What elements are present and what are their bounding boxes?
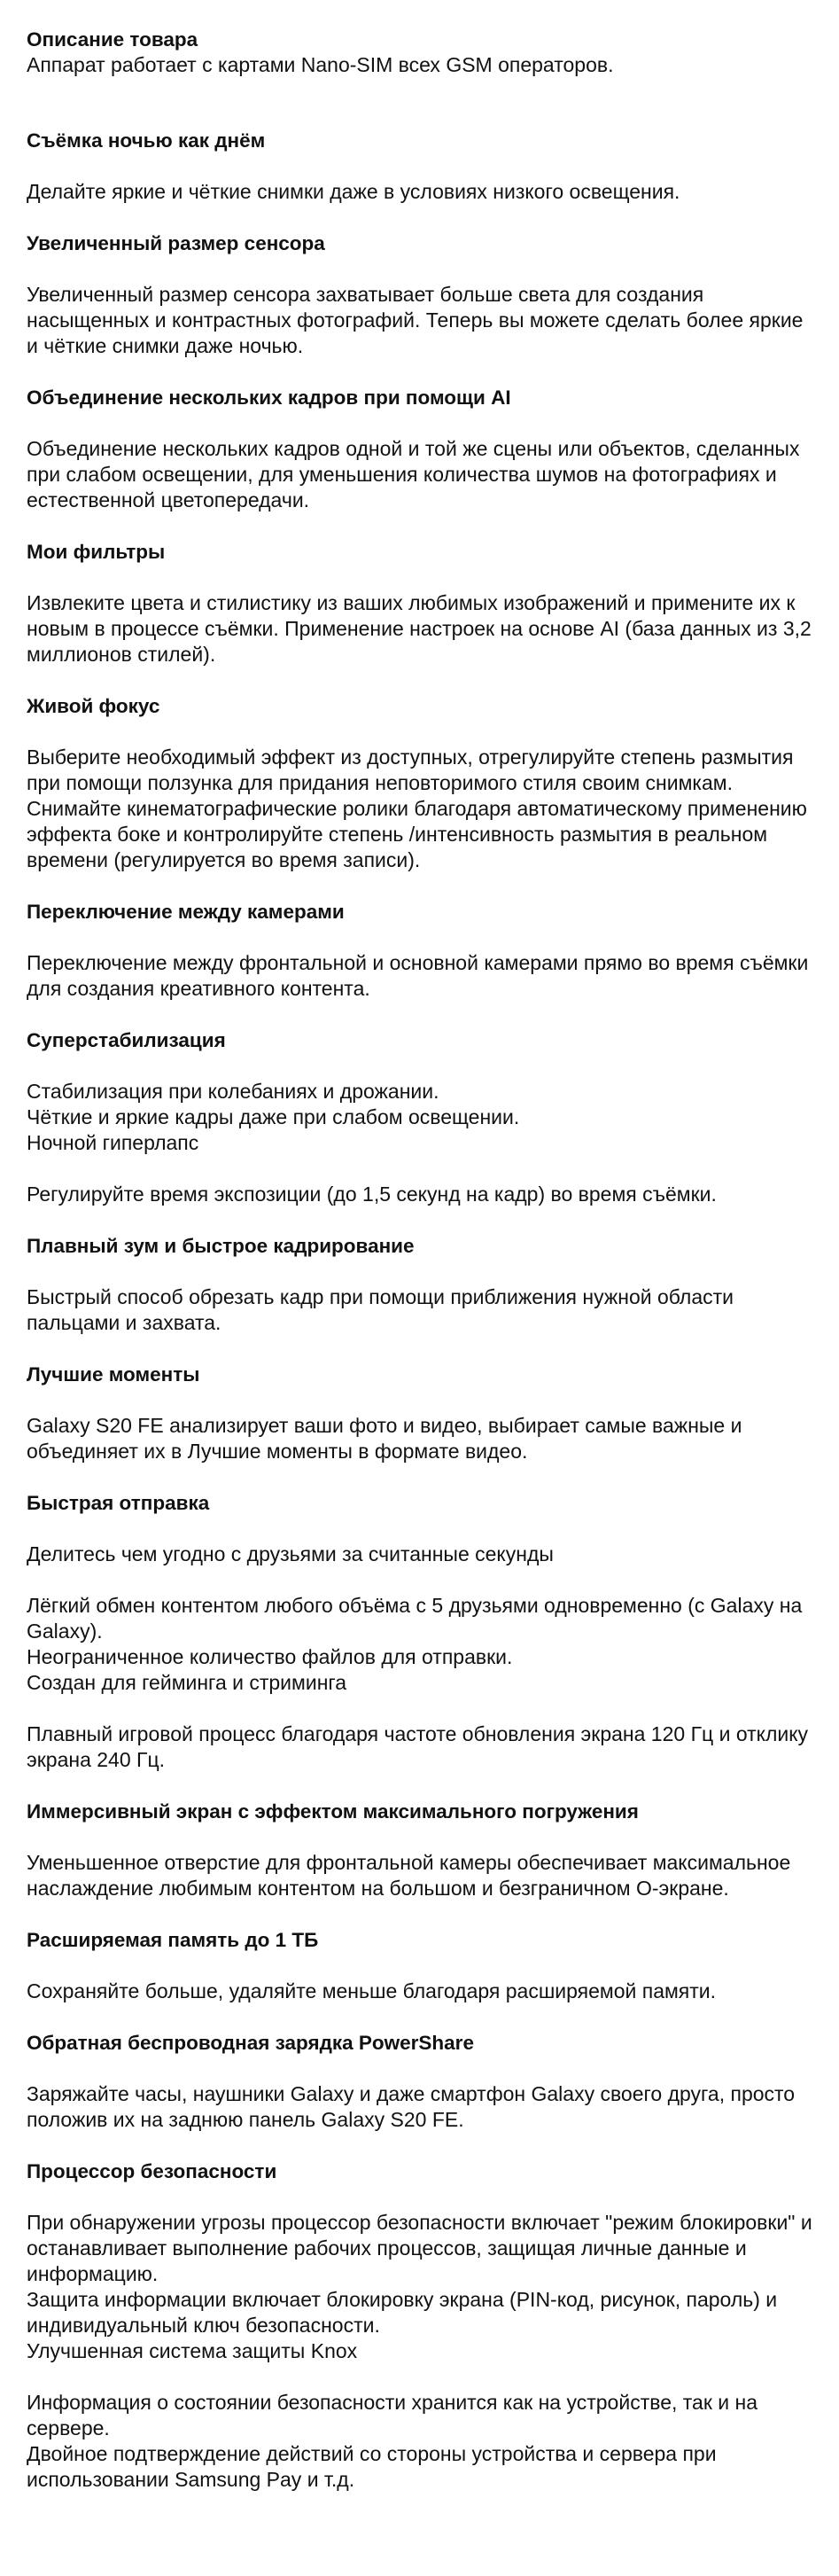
section-paragraph xyxy=(27,1979,814,2004)
feature-section xyxy=(27,1233,814,1336)
section-title: Живой фокус xyxy=(27,695,160,717)
feature-section xyxy=(27,1927,814,2004)
text-line: Быстрый способ обрезать кадр при помощи приближения нужной области пальцами и захвата. xyxy=(27,1285,734,1334)
section-paragraph xyxy=(27,179,814,205)
section-title: Лучшие моменты xyxy=(27,1363,200,1386)
section-paragraph xyxy=(27,1182,814,1207)
text-line: Чёткие и яркие кадры даже при слабом освещении. xyxy=(27,1105,520,1128)
section-body xyxy=(27,1979,814,2004)
section-body xyxy=(27,282,814,359)
text-line: Защита информации включает блокировку экрана (PIN-код, рисунок, пароль) и индивидуальный ключ безопасности. xyxy=(27,2288,778,2337)
feature-section xyxy=(27,128,814,205)
text-line: Переключение между фронтальной и основной камерами прямо во время съёмки для создания креативного контента. xyxy=(27,951,809,1000)
section-title: Переключение между камерами xyxy=(27,901,345,923)
section-title: Увеличенный размер сенсора xyxy=(27,232,325,254)
text-line: Ночной гиперлапс xyxy=(27,1131,199,1154)
section-body xyxy=(27,1850,814,1901)
text-line: Уменьшенное отверстие для фронтальной камеры обеспечивает максимальное наслаждение любимым контентом на большом и безграничном О-экране. xyxy=(27,1851,791,1900)
text-line: Создан для гейминга и стриминга xyxy=(27,1671,347,1694)
text-line: Стабилизация при колебаниях и дрожании. xyxy=(27,1080,439,1103)
section-paragraph xyxy=(27,1542,814,1567)
section-paragraph xyxy=(27,1721,814,1773)
section-body xyxy=(27,1284,814,1336)
feature-section xyxy=(27,2158,814,2493)
product-intro-text: Аппарат работает с картами Nano-SIM всех GSM операторов. xyxy=(27,53,614,76)
feature-section xyxy=(27,1362,814,1464)
section-paragraph xyxy=(27,1593,814,1696)
section-title: Обратная беспроводная зарядка PowerShare xyxy=(27,2032,474,2054)
section-title: Суперстабилизация xyxy=(27,1029,226,1051)
page-title: Описание товара xyxy=(27,28,198,51)
section-body xyxy=(27,436,814,513)
text-line: Заряжайте часы, наушники Galaxy и даже смартфон Galaxy своего друга, просто положив их на заднюю панель Galaxy S20 FE. xyxy=(27,2082,796,2131)
section-title: Быстрая отправка xyxy=(27,1492,210,1514)
feature-section xyxy=(27,899,814,1002)
section-paragraph xyxy=(27,2390,814,2493)
section-body xyxy=(27,2081,814,2133)
section-paragraph xyxy=(27,1850,814,1901)
section-body xyxy=(27,950,814,1002)
text-line: Делайте яркие и чёткие снимки даже в условиях низкого освещения. xyxy=(27,180,680,203)
feature-section xyxy=(27,539,814,667)
section-title: Объединение нескольких кадров при помощи AI xyxy=(27,386,511,409)
section-title: Съёмка ночью как днём xyxy=(27,129,266,152)
section-body xyxy=(27,1079,814,1207)
text-line: Плавный игровой процесс благодаря частоте обновления экрана 120 Гц и отклику экрана 240 Гц. xyxy=(27,1722,809,1771)
text-line: Неограниченное количество файлов для отправки. xyxy=(27,1645,513,1668)
section-paragraph xyxy=(27,436,814,513)
feature-sections xyxy=(27,128,814,2493)
text-line: Двойное подтверждение действий со стороны устройства и сервера при использовании Samsung Pay и т.д. xyxy=(27,2442,717,2491)
section-paragraph xyxy=(27,950,814,1002)
section-paragraph xyxy=(27,745,814,873)
section-paragraph xyxy=(27,2081,814,2133)
section-body xyxy=(27,1542,814,1773)
section-paragraph xyxy=(27,590,814,667)
feature-section xyxy=(27,693,814,873)
section-title: Процессор безопасности xyxy=(27,2160,277,2182)
text-line: Увеличенный размер сенсора захватывает больше света для создания насыщенных и контрастных фотографий. Теперь вы можете сделать более яркие и чёткие снимки даже ночью. xyxy=(27,283,804,357)
section-paragraph xyxy=(27,1413,814,1464)
section-paragraph xyxy=(27,282,814,359)
section-body xyxy=(27,745,814,873)
text-line: Выберите необходимый эффект из доступных, отрегулируйте степень размытия при помощи ползунка для придания неповторимого стиля своим снимкам. Снимайте кинематографические ролики благодаря автоматическому применению эффекта боке и контролируйте степень /интенсивность размытия в реальном времени (регулируется во время записи). xyxy=(27,745,807,871)
section-paragraph xyxy=(27,2210,814,2364)
text-line: Лёгкий обмен контентом любого объёма с 5 друзьями одновременно (с Galaxy на Galaxy). xyxy=(27,1594,803,1643)
text-line: Сохраняйте больше, удаляйте меньше благодаря расширяемой памяти. xyxy=(27,1979,717,2002)
text-line: Регулируйте время экспозиции (до 1,5 секунд на кадр) во время съёмки. xyxy=(27,1183,717,1206)
text-line: Объединение нескольких кадров одной и той же сцены или объектов, сделанных при слабом освещении, для уменьшения количества шумов на фотографиях и естественной цветопередачи. xyxy=(27,437,800,511)
text-line: При обнаружении угрозы процессор безопасности включает "режим блокировки" и останавливает выполнение рабочих процессов, защищая личные данные и информацию. xyxy=(27,2211,812,2285)
section-body xyxy=(27,590,814,667)
section-body xyxy=(27,2210,814,2493)
section-title: Иммерсивный экран с эффектом максимального погружения xyxy=(27,1800,639,1823)
section-paragraph xyxy=(27,1284,814,1336)
feature-section xyxy=(27,1027,814,1207)
feature-section xyxy=(27,1799,814,1901)
section-body xyxy=(27,179,814,205)
text-line: Извлеките цвета и стилистику из ваших любимых изображений и примените их к новым в процессе съёмки. Применение настроек на основе AI (база данных из 3,2 миллионов стилей). xyxy=(27,591,812,666)
text-line: Информация о состоянии безопасности хранится как на устройстве, так и на сервере. xyxy=(27,2391,758,2439)
section-paragraph xyxy=(27,1079,814,1156)
feature-section xyxy=(27,385,814,513)
feature-section xyxy=(27,230,814,359)
feature-section xyxy=(27,2030,814,2133)
section-title: Расширяемая память до 1 ТБ xyxy=(27,1929,319,1951)
text-line: Улучшенная система защиты Knox xyxy=(27,2339,358,2362)
section-body xyxy=(27,1413,814,1464)
feature-section xyxy=(27,1490,814,1773)
section-title: Мои фильтры xyxy=(27,541,166,563)
text-line: Делитесь чем угодно с друзьями за считанные секунды xyxy=(27,1542,554,1565)
section-title: Плавный зум и быстрое кадрирование xyxy=(27,1235,415,1257)
text-line: Galaxy S20 FE анализирует ваши фото и видео, выбирает самые важные и объединяет их в Лучшие моменты в формате видео. xyxy=(27,1414,742,1463)
